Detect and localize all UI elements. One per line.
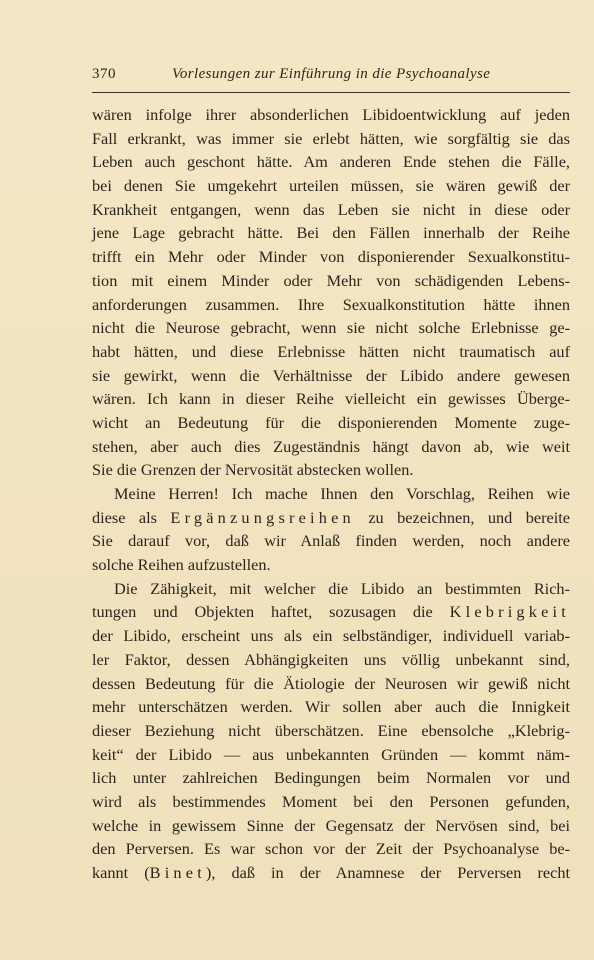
spaced-emphasis: Ergänzungsreihen — [170, 507, 355, 527]
page-number: 370 — [92, 66, 116, 82]
text-line: trifft ein Mehr oder Minder von disponierender Sexualkonstitu- — [92, 247, 570, 267]
text-segment: zu bezeichnen, und bereite — [354, 507, 570, 527]
text-line: wären infolge ihrer absonderlichen Libidoentwicklung auf jeden — [92, 105, 570, 124]
text-line: bei denen Sie umgekehrt urteilen müssen, sie wären gewiß der — [92, 176, 570, 196]
text-line: jene Lage gebracht hätte. Bei den Fällen innerhalb der Reihe — [92, 223, 570, 243]
text-line — [92, 861, 570, 885]
text-line: Leben auch geschont hätte. Am anderen Ende stehen die Fälle, — [92, 152, 570, 172]
text-line: welche in gewissem Sinne der Gegensatz der Nervösen sind, bei — [92, 815, 570, 835]
text-line: dieser Beziehung nicht überschätzen. Eine ebensolche „Klebrig- — [92, 720, 570, 740]
text-line: tion mit einem Minder oder Mehr von schädigenden Lebens- — [92, 270, 570, 290]
text-line: dessen Bedeutung für die Ätiologie der Neurosen wir gewiß nicht — [92, 673, 570, 693]
spaced-emphasis: Klebrigkeit — [449, 602, 570, 622]
text-line: wird als bestimmendes Moment bei den Personen gefunden, — [92, 791, 570, 811]
text-line: stehen, aber auch dies Zugeständnis hängt davon ab, wie weit — [92, 436, 570, 456]
text-line: der Libido, erscheint uns als ein selbständiger, individuell variab- — [92, 626, 570, 646]
text-line: habt hätten, und diese Erlebnisse hätten nicht traumatisch auf — [92, 341, 570, 361]
text-line: nicht die Neurose gebracht, wenn sie nicht solche Erlebnisse ge- — [92, 318, 570, 338]
body-text — [92, 103, 570, 885]
text-line: Fall erkrankt, was immer sie erlebt hätten, wie sorgfältig sie das — [92, 128, 570, 148]
text-line: mehr unterschätzen werden. Wir sollen aber auch die Innigkeit — [92, 697, 570, 717]
text-line: wicht an Bedeutung für die disponierenden Momente zuge- — [92, 412, 570, 432]
text-line — [92, 506, 570, 530]
text-line: lich unter zahlreichen Bedingungen beim Normalen vor und — [92, 768, 570, 788]
text-line: Sie die Grenzen der Nervosität abstecken wollen. — [92, 460, 414, 480]
text-line: ler Faktor, dessen Abhängigkeiten uns völlig unbekannt sind, — [92, 649, 570, 669]
text-line: den Perversen. Es war schon vor der Zeit der Psychoanalyse be- — [92, 839, 570, 859]
text-line: sie gewirkt, wenn die Verhältnisse der Libido andere gewesen — [92, 365, 570, 385]
text-line: Krankheit entgangen, wenn das Leben sie nicht in diese oder — [92, 199, 570, 219]
text-segment: tungen und Objekten haftet, sozusagen die — [92, 602, 450, 622]
text-line — [92, 600, 570, 624]
text-segment: ), daß in der Anamnese der Perversen recht — [205, 863, 570, 882]
text-line: Die Zähigkeit, mit welcher die Libido an bestimmten Rich- — [114, 578, 570, 598]
text-line: solche Reihen aufzustellen. — [92, 555, 271, 575]
running-title: Vorlesungen zur Einführung in die Psychoanalyse — [172, 66, 491, 82]
spaced-emphasis: Binet — [149, 863, 206, 882]
text-line: Sie darauf vor, daß wir Anlaß finden werden, noch andere — [92, 531, 570, 551]
text-line: keit“ der Libido — aus unbekannten Gründen — kommt näm- — [92, 744, 570, 764]
header-rule — [92, 92, 570, 93]
text-segment: kannt ( — [92, 863, 150, 882]
text-line: wären. Ich kann in dieser Reihe vielleicht ein gewisses Überge- — [92, 389, 570, 409]
text-line: Meine Herren! Ich mache Ihnen den Vorschlag, Reihen wie — [114, 484, 570, 503]
page-header — [92, 66, 572, 86]
text-line: anforderungen zusammen. Ihre Sexualkonstitution hätte ihnen — [92, 294, 570, 314]
text-segment: diese als — [92, 507, 171, 527]
